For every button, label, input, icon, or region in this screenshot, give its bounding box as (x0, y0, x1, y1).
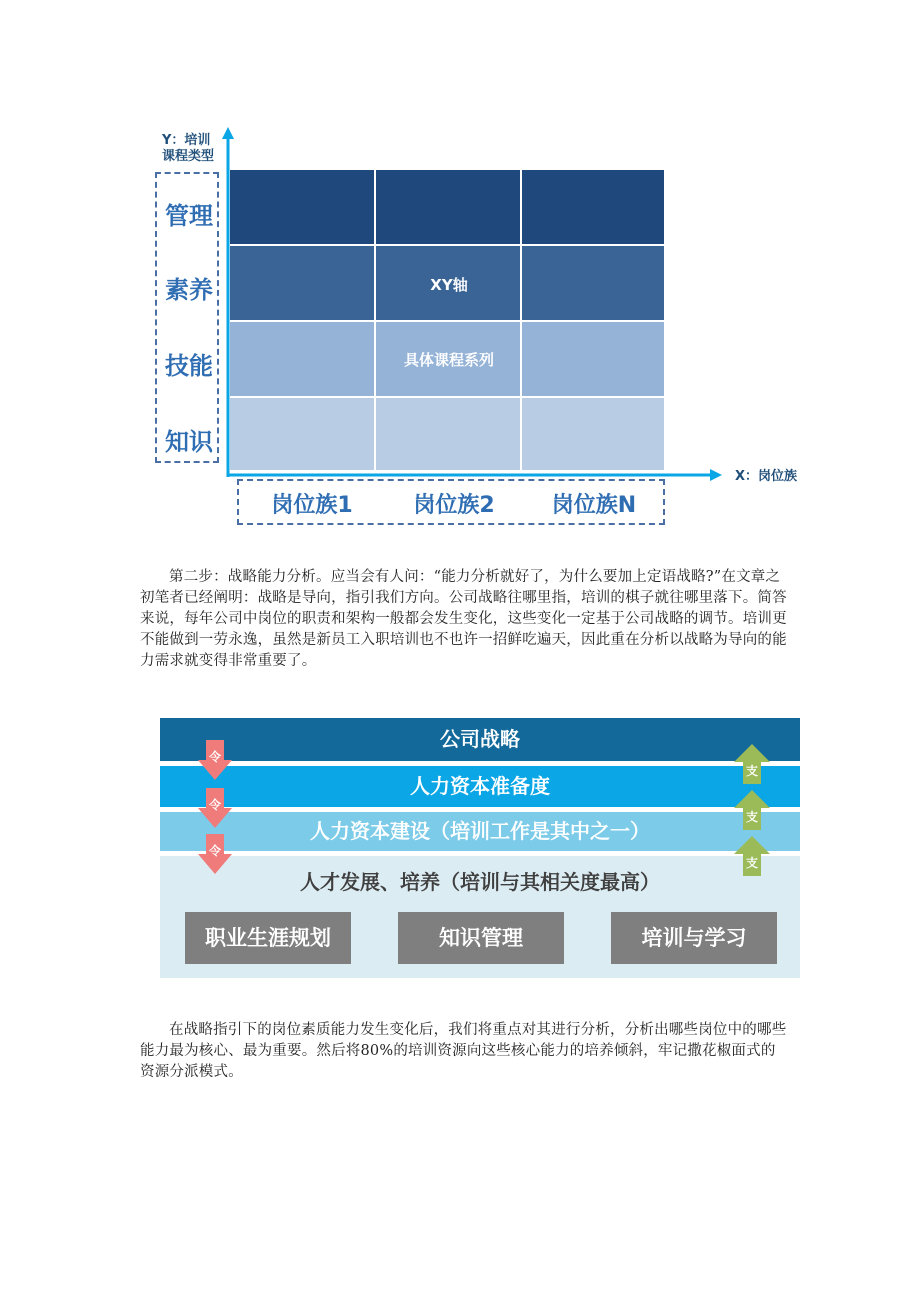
x-label-family-n: 岗位族N (551, 493, 637, 518)
paragraph-strategy-guidance: 在战略指引下的岗位素质能力发生变化后，我们将重点对其进行分析，分析出哪些岗位中的哪些能力最为核心、最为重要。然后将80%的培训资源向这些核心能力的培养倾斜，牢记撒花椒面式的资源分派模式。 (140, 1022, 787, 1080)
career-planning-box: 职业生涯规划 (185, 912, 351, 964)
talent-development-title: 人才发展、培养（培训与其相关度最高） (300, 870, 660, 894)
band-company-strategy: 公司战略 (160, 718, 800, 761)
x-axis-title: X：岗位族 (735, 469, 798, 484)
grid-cell (230, 246, 376, 322)
up-arrow-label: 支 (745, 764, 758, 778)
down-arrow-label: 令 (208, 798, 221, 812)
y-label-knowledge: 知识 (165, 428, 213, 456)
x-label-family-2: 岗位族2 (413, 493, 495, 518)
grid-cell (522, 322, 664, 398)
grid-cell (230, 170, 376, 246)
course-grid (230, 170, 664, 470)
y-label-literacy: 素养 (165, 276, 213, 304)
grid-center-label-xy: XY轴 (430, 276, 468, 294)
training-learning-box: 培训与学习 (611, 912, 777, 964)
y-label-skill: 技能 (165, 352, 213, 380)
y-category-box (155, 172, 219, 463)
band-human-capital-readiness: 人力资本准备度 (160, 766, 800, 807)
up-arrow-label: 支 (745, 810, 758, 824)
paragraph-step-two: 第二步：战略能力分析。应当会有人问：“能力分析就好了，为什么要加上定语战略?”在文章之初笔者已经阐明：战略是导向，指引我们方向。公司战略往哪里指，培训的棋子就往哪里落下。简答来说，每年公司中岗位的职责和架构一般都会发生变化，这些变化一定基于公司战略的调节。培训更不能做到一劳永逸，虽然是新员工入职培训也不也许一招鲜吃遍天，因此重在分析以战略为导向的能力需求就变得非常重要了。 (140, 569, 787, 669)
grid-cell (522, 170, 664, 246)
y-axis-title-line1: Y：培训 (162, 133, 211, 148)
strategy-layers-figure (160, 718, 802, 980)
grid-cell (376, 170, 522, 246)
grid-cell (522, 398, 664, 470)
y-axis-title-line2: 课程类型 (162, 149, 215, 164)
grid-cell (230, 322, 376, 398)
band-human-capital-building: 人力资本建设（培训工作是其中之一） (160, 812, 800, 851)
grid-cell (376, 398, 522, 470)
x-category-box (237, 479, 665, 525)
y-label-management: 管理 (165, 202, 213, 230)
band-talent-development (160, 856, 800, 978)
down-arrow-label: 令 (208, 844, 221, 858)
grid-center-label-courses: 具体课程系列 (403, 351, 494, 369)
grid-cell (230, 398, 376, 470)
xy-axis-figure (150, 125, 800, 535)
y-axis-title (162, 133, 232, 165)
up-arrow-label: 支 (745, 856, 758, 870)
down-arrow-label: 令 (208, 750, 221, 764)
x-label-family-1: 岗位族1 (271, 493, 353, 518)
grid-cell (522, 246, 664, 322)
knowledge-management-box: 知识管理 (398, 912, 564, 964)
